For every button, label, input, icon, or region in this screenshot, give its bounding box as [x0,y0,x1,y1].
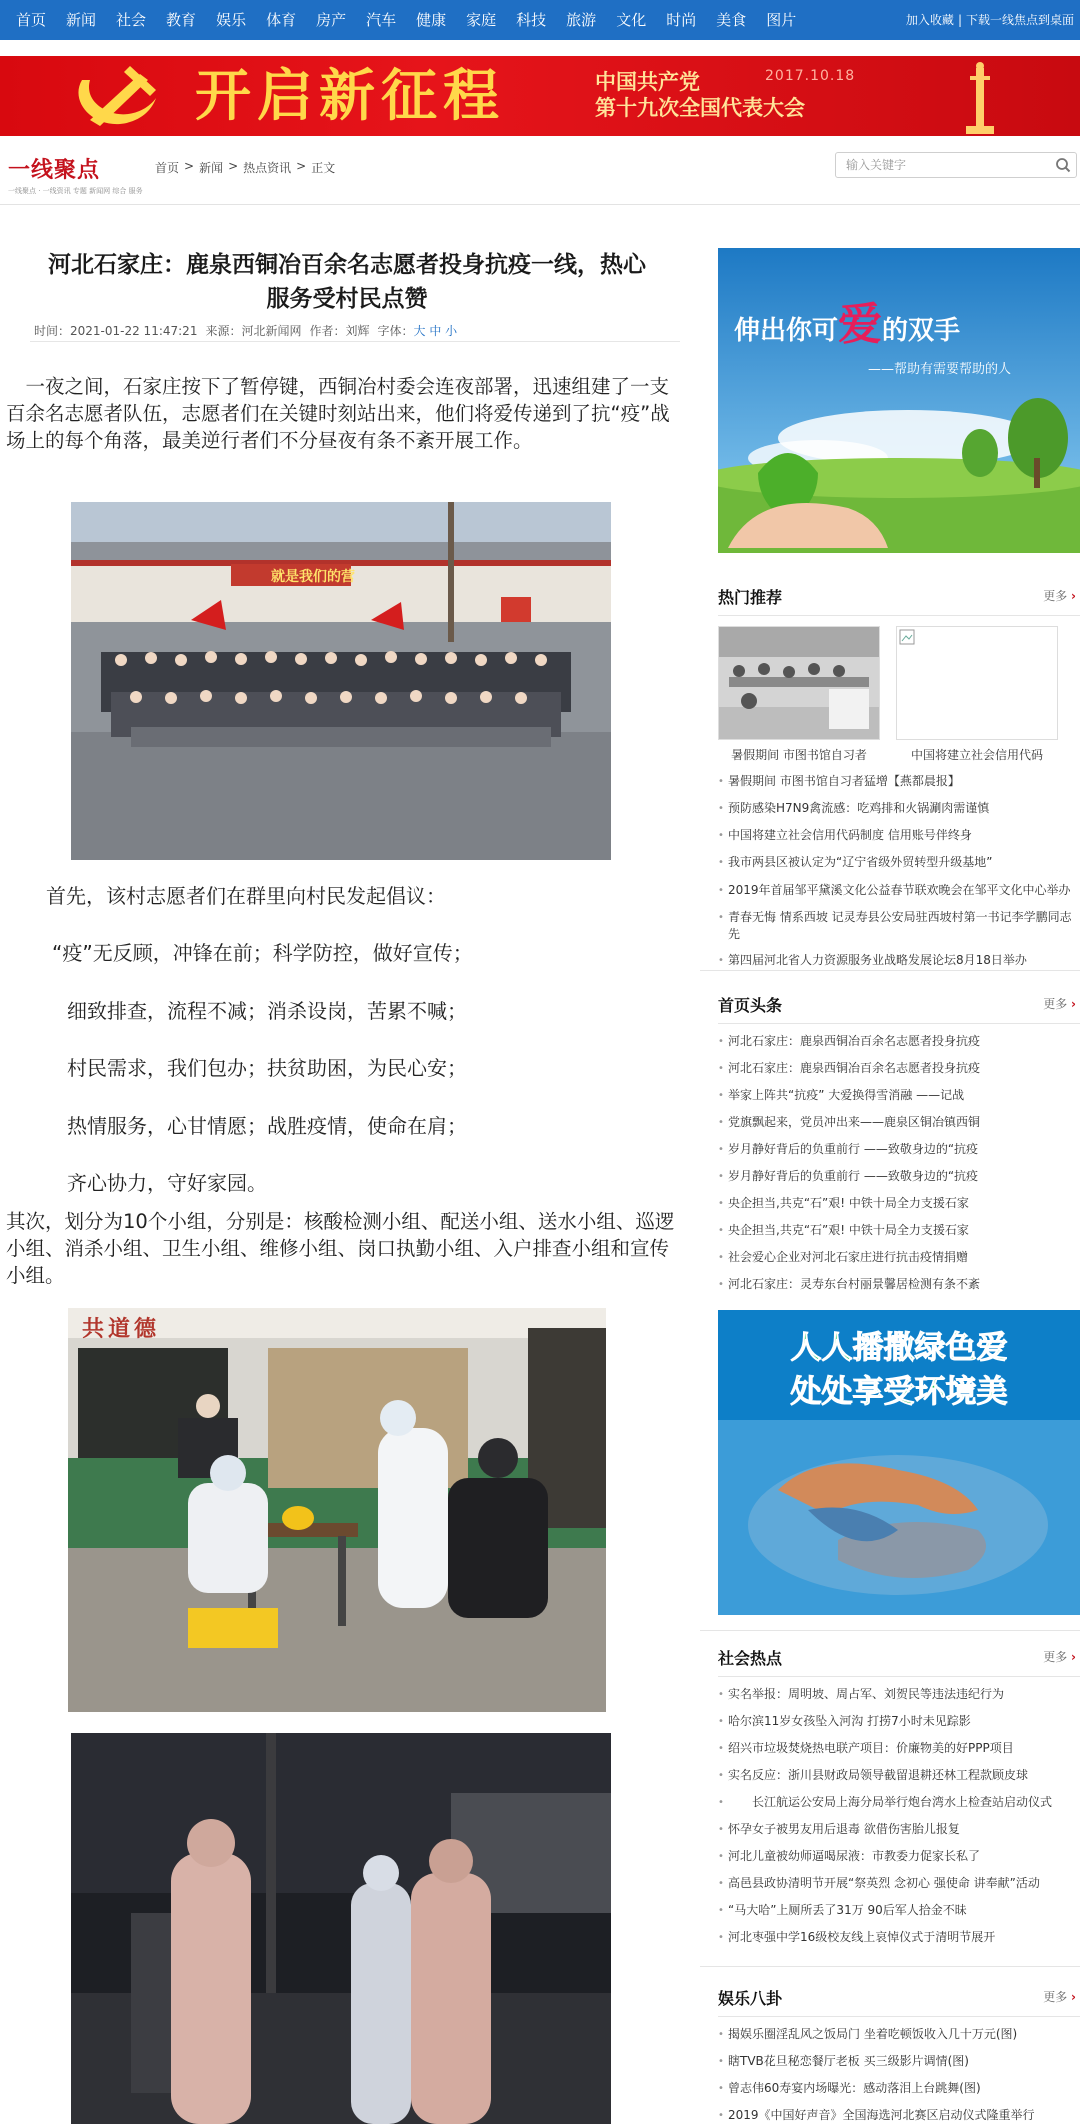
article-title-line2: 服务受村民点赞 [266,286,428,312]
banner-party-line1: 中国共产党 [595,70,700,94]
ad1-subtitle: ——帮助有需要帮助的人 [868,362,1012,377]
entertainment-more-link[interactable] [1043,1988,1076,2005]
list-item[interactable]: • 河北枣强中学16级校友线上哀悼仪式于清明节展开 [718,1924,1080,1951]
hot-thumbnails [718,626,1058,763]
hot-thumb-1[interactable] [718,626,880,763]
hammer-sickle-icon [60,60,170,132]
hot-thumb-1-caption: 暑假期间 市图书馆自习者 [731,748,867,762]
night-volunteers-illustration [71,1733,611,2124]
add-favorite-link[interactable]: 加入收藏 [905,13,954,27]
hot-recommend-title: 热门推荐 [718,588,783,607]
nav-item[interactable]: 娱乐 [216,11,247,29]
list-item[interactable]: • 暑假期间 市图书馆自习者猛增【燕都晨报】 [718,768,1080,795]
list-item[interactable]: • 岁月静好背后的负重前行 ——致敬身边的“抗疫 [718,1136,1080,1163]
nav-item[interactable]: 房产 [316,11,347,29]
nav-item[interactable]: 教育 [166,11,197,29]
banner-date: 2017.10.18 [765,68,856,84]
nav-separator: | [957,13,962,27]
article [0,240,690,1342]
slogan-line-5: 齐心协力，守好家园。 [67,1171,267,1195]
photo1-sign-text: 就是我们的营 [271,569,355,585]
list-item[interactable]: • 实名举报：周明坡、周占军、刘贺民等违法违纪行为 [718,1681,1080,1708]
nav-item[interactable]: 时尚 [666,11,697,29]
meta-time: 时间：2021-01-22 11:47:21 [34,324,198,338]
meta-source: 来源：河北新闻网 [205,324,302,338]
nav-item[interactable]: 新闻 [66,11,97,29]
headlines-more-text: 更多 [1043,997,1068,1011]
list-item[interactable]: • 举家上阵共“抗疫” 大爱换得雪消融 ——记战 [718,1082,1080,1109]
list-item[interactable]: • 哈尔滨11岁女孩坠入河沟 打捞7小时未见踪影 [718,1708,1080,1735]
ad1-text-love: 爱 [838,299,883,350]
slogan-line-2: 细致排查，流程不减；消杀设岗，苦累不喊； [67,999,467,1023]
list-item[interactable]: • “马大哈”上厕所丢了31万 90后军人拾金不昧 [718,1897,1080,1924]
breadcrumb-link[interactable]: 新闻 [199,161,224,175]
hot-thumb-2[interactable] [896,626,1058,763]
list-item[interactable]: • 瞎TVB花旦秘恋餐厅老板 买三级影片调情(图) [718,2048,1080,2075]
charity-ad-banner[interactable] [718,248,1080,553]
photo2-wall-text: 共道德 [82,1317,161,1342]
broken-image-icon [899,629,915,645]
font-size-options[interactable]: 大 中 小 [413,324,458,338]
search-icon[interactable] [1055,157,1071,173]
nav-item[interactable]: 社会 [116,11,147,29]
list-item[interactable]: • 高邑县政协清明节开展“祭英烈 念初心 强使命 讲奉献”活动 [718,1870,1080,1897]
article-title-line1: 河北石家庄：鹿泉西铜冶百余名志愿者投身抗疫一线，热心 [48,252,646,278]
article-paragraph-1: 一夜之间，石家庄按下了暂停键，西铜冶村委会连夜部署，迅速组建了一支百余名志愿者队伍，志愿者们在关键时刻站出来，他们将爱传递到了抗“疫”战场上的每个角落，最美逆行者们不分昼夜有条不紊开展工作。 [6,375,670,452]
search-input[interactable] [836,153,1036,177]
nav-item[interactable]: 旅游 [566,11,597,29]
breadcrumb-link[interactable]: 首页 [155,161,180,175]
banner-slogan: 开启新征程 [195,63,505,129]
ad2-bottom-divider [700,1630,1080,1631]
breadcrumb [155,159,335,176]
download-desktop-link[interactable]: 下载一线焦点到桌面 [965,13,1074,27]
hot-divider [718,615,1080,616]
search-box [835,152,1077,178]
list-item[interactable]: • 2019《中国好声音》全国海选河北赛区启动仪式隆重举行 [718,2102,1080,2124]
hot-bottom-divider [700,970,1080,971]
list-item[interactable]: • 央企担当,共克“石”艰! 中铁十局全力支援石家 [718,1190,1080,1217]
hot-thumb-2-caption: 中国将建立社会信用代码 [910,748,1043,762]
list-item[interactable]: • 央企担当,共克“石”艰! 中铁十局全力支援石家 [718,1217,1080,1244]
article-meta [30,316,680,342]
nav-item[interactable]: 科技 [516,11,547,29]
list-item[interactable]: • 曾志伟60寿宴内场曝光：感动落泪上台跳舞(图) [718,2075,1080,2102]
site-header [0,145,1080,205]
ad2-line-2: 处处享受环境美 [790,1374,1008,1410]
ad1-headline [734,288,960,352]
headlines-divider [718,1023,1080,1024]
nav-item[interactable]: 文化 [616,11,647,29]
nav-item[interactable]: 健康 [416,11,447,29]
slogan-line-3: 村民需求，我们包办；扶贫助困，为民心安； [67,1056,467,1080]
banner-party-line2: 第十九次全国代表大会 [595,96,805,120]
list-item[interactable]: • 2019年首届邹平黛溪文化公益春节联欢晚会在邹平文化中心举办 [718,876,1080,903]
nav-right [906,0,1080,40]
slogan-line-4: 热情服务，心甘情愿；战胜疫情，使命在肩； [67,1114,467,1138]
volunteer-group-photo [71,502,611,860]
party-congress-banner[interactable] [0,56,1080,136]
volunteer-group-illustration [71,502,611,860]
headlines-title: 首页头条 [718,996,783,1015]
hot-list [718,768,1080,974]
list-item[interactable]: • 预防感染H7N9禽流感：吃鸡排和火锅涮肉需谨慎 [718,795,1080,822]
entertainment-divider [718,2016,1080,2017]
list-item[interactable]: • 党旗飘起来，党员冲出来——鹿泉区铜冶镇西铜 [718,1109,1080,1136]
meta-fontsize-label: 字体： [377,324,414,338]
chevron-right-icon: › [1071,997,1076,1011]
entertainment-list [718,2021,1080,2124]
monument-icon [960,60,1000,136]
list-item[interactable]: • 中国将建立社会信用代码制度 信用账号伴终身 [718,822,1080,849]
list-item[interactable]: • 社会爱心企业对河北石家庄进行抗击疫情捐赠 [718,1244,1080,1271]
social-divider [718,1676,1080,1677]
library-photo [718,626,880,740]
list-item[interactable]: • 岁月静好背后的负重前行 ——致敬身边的“抗疫 [718,1163,1080,1190]
social-more-text: 更多 [1043,1650,1068,1664]
meta-author: 作者：刘辉 [309,324,370,338]
social-more-link[interactable] [1043,1648,1076,1665]
ad2-line-1: 人人播撒绿色爱 [790,1330,1008,1366]
logo-tagline: 一线聚点 · 一线资讯 专题 新闻网 综合 服务 [8,187,143,195]
nav-item[interactable]: 汽车 [366,11,397,29]
broken-image-placeholder [896,626,1058,740]
headlines-more-link[interactable] [1043,995,1076,1012]
breadcrumb-separator: > [228,159,239,173]
social-hot-title: 社会热点 [718,1649,783,1668]
breadcrumb-link: 正文 [311,161,336,175]
chevron-right-icon: › [1071,589,1076,603]
article-paragraph-3: 其次，划分为10个小组，分别是：核酸检测小组、配送小组、送水小组、巡逻小组、消杀小组、卫生小组、维修小组、岗口执勤小组、入户排查小组和宣传小组。 [6,1210,675,1287]
article-title [0,240,690,316]
nav-item[interactable]: 首页 [16,11,47,29]
nucleic-test-illustration [68,1308,606,1712]
top-nav [0,0,1080,40]
nav-item[interactable]: 图片 [766,11,797,29]
nav-items [0,0,806,40]
library-illustration [719,627,880,740]
nav-item[interactable]: 美食 [716,11,747,29]
slogan-line-1: “疫”无反顾，冲锋在前；科学防控，做好宣传； [52,941,473,965]
ad1-text-3: 的双手 [882,316,961,346]
list-item[interactable]: • 实名反应：浙川县财政局领导截留退耕还林工程款顾皮球 [718,1762,1080,1789]
green-environment-ad[interactable] [718,1310,1080,1615]
list-item[interactable]: • 第四届河北省人力资源服务业战略发展论坛8月18日举办 [718,947,1080,974]
breadcrumb-link[interactable]: 热点资讯 [243,161,292,175]
nav-item[interactable]: 体育 [266,11,297,29]
list-item[interactable]: • 绍兴市垃圾焚烧热电联产项目：价廉物美的好PPP项目 [718,1735,1080,1762]
list-item[interactable]: • 长江航运公安局上海分局举行炮台湾水上检查站启动仪式 [718,1789,1080,1816]
headlines-list [718,1028,1080,1298]
site-logo[interactable] [8,153,143,196]
nucleic-acid-test-photo [68,1308,606,1712]
hot-more-link[interactable] [1043,587,1076,604]
chevron-right-icon: › [1071,1990,1076,2004]
article-paragraph-2: 首先，该村志愿者们在群里向村民发起倡议： [46,884,446,908]
list-item[interactable]: • 怀孕女子被男友用后退毒 欲借伤害胎儿报复 [718,1816,1080,1843]
night-volunteers-photo [71,1733,611,2124]
ad1-text-1: 伸出你可 [734,316,839,346]
chevron-right-icon: › [1071,1650,1076,1664]
list-item[interactable]: • 河北石家庄：灵寿东台村丽景馨居检测有条不紊 [718,1271,1080,1298]
entertainment-more-text: 更多 [1043,1990,1068,2004]
list-item[interactable]: • 我市两县区被认定为“辽宁省级外贸转型升级基地” [718,849,1080,876]
breadcrumb-separator: > [184,159,195,173]
breadcrumb-separator: > [296,159,307,173]
nav-item[interactable]: 家庭 [466,11,497,29]
list-item[interactable]: • 河北石家庄：鹿泉西铜冶百余名志愿者投身抗疫 [718,1028,1080,1055]
entertainment-title: 娱乐八卦 [718,1989,783,2008]
list-item[interactable]: • 青春无悔 情系西坡 记灵寿县公安局驻西坡村第一书记李学鹏同志先 [718,903,1080,947]
list-item[interactable]: • 河北石家庄：鹿泉西铜冶百余名志愿者投身抗疫 [718,1055,1080,1082]
social-hot-list [718,1681,1080,1951]
list-item[interactable]: • 河北儿童被幼师逼喝尿液：市教委力促家长私了 [718,1843,1080,1870]
logo-name: 一线聚点 [8,157,101,183]
hot-more-text: 更多 [1043,589,1068,603]
social-bottom-divider [700,1966,1080,1967]
list-item[interactable]: • 揭娱乐圈淫乱风之饭局门 坐着吃顿饭收入几十万元(图) [718,2021,1080,2048]
ad2-headline [718,1326,1080,1414]
